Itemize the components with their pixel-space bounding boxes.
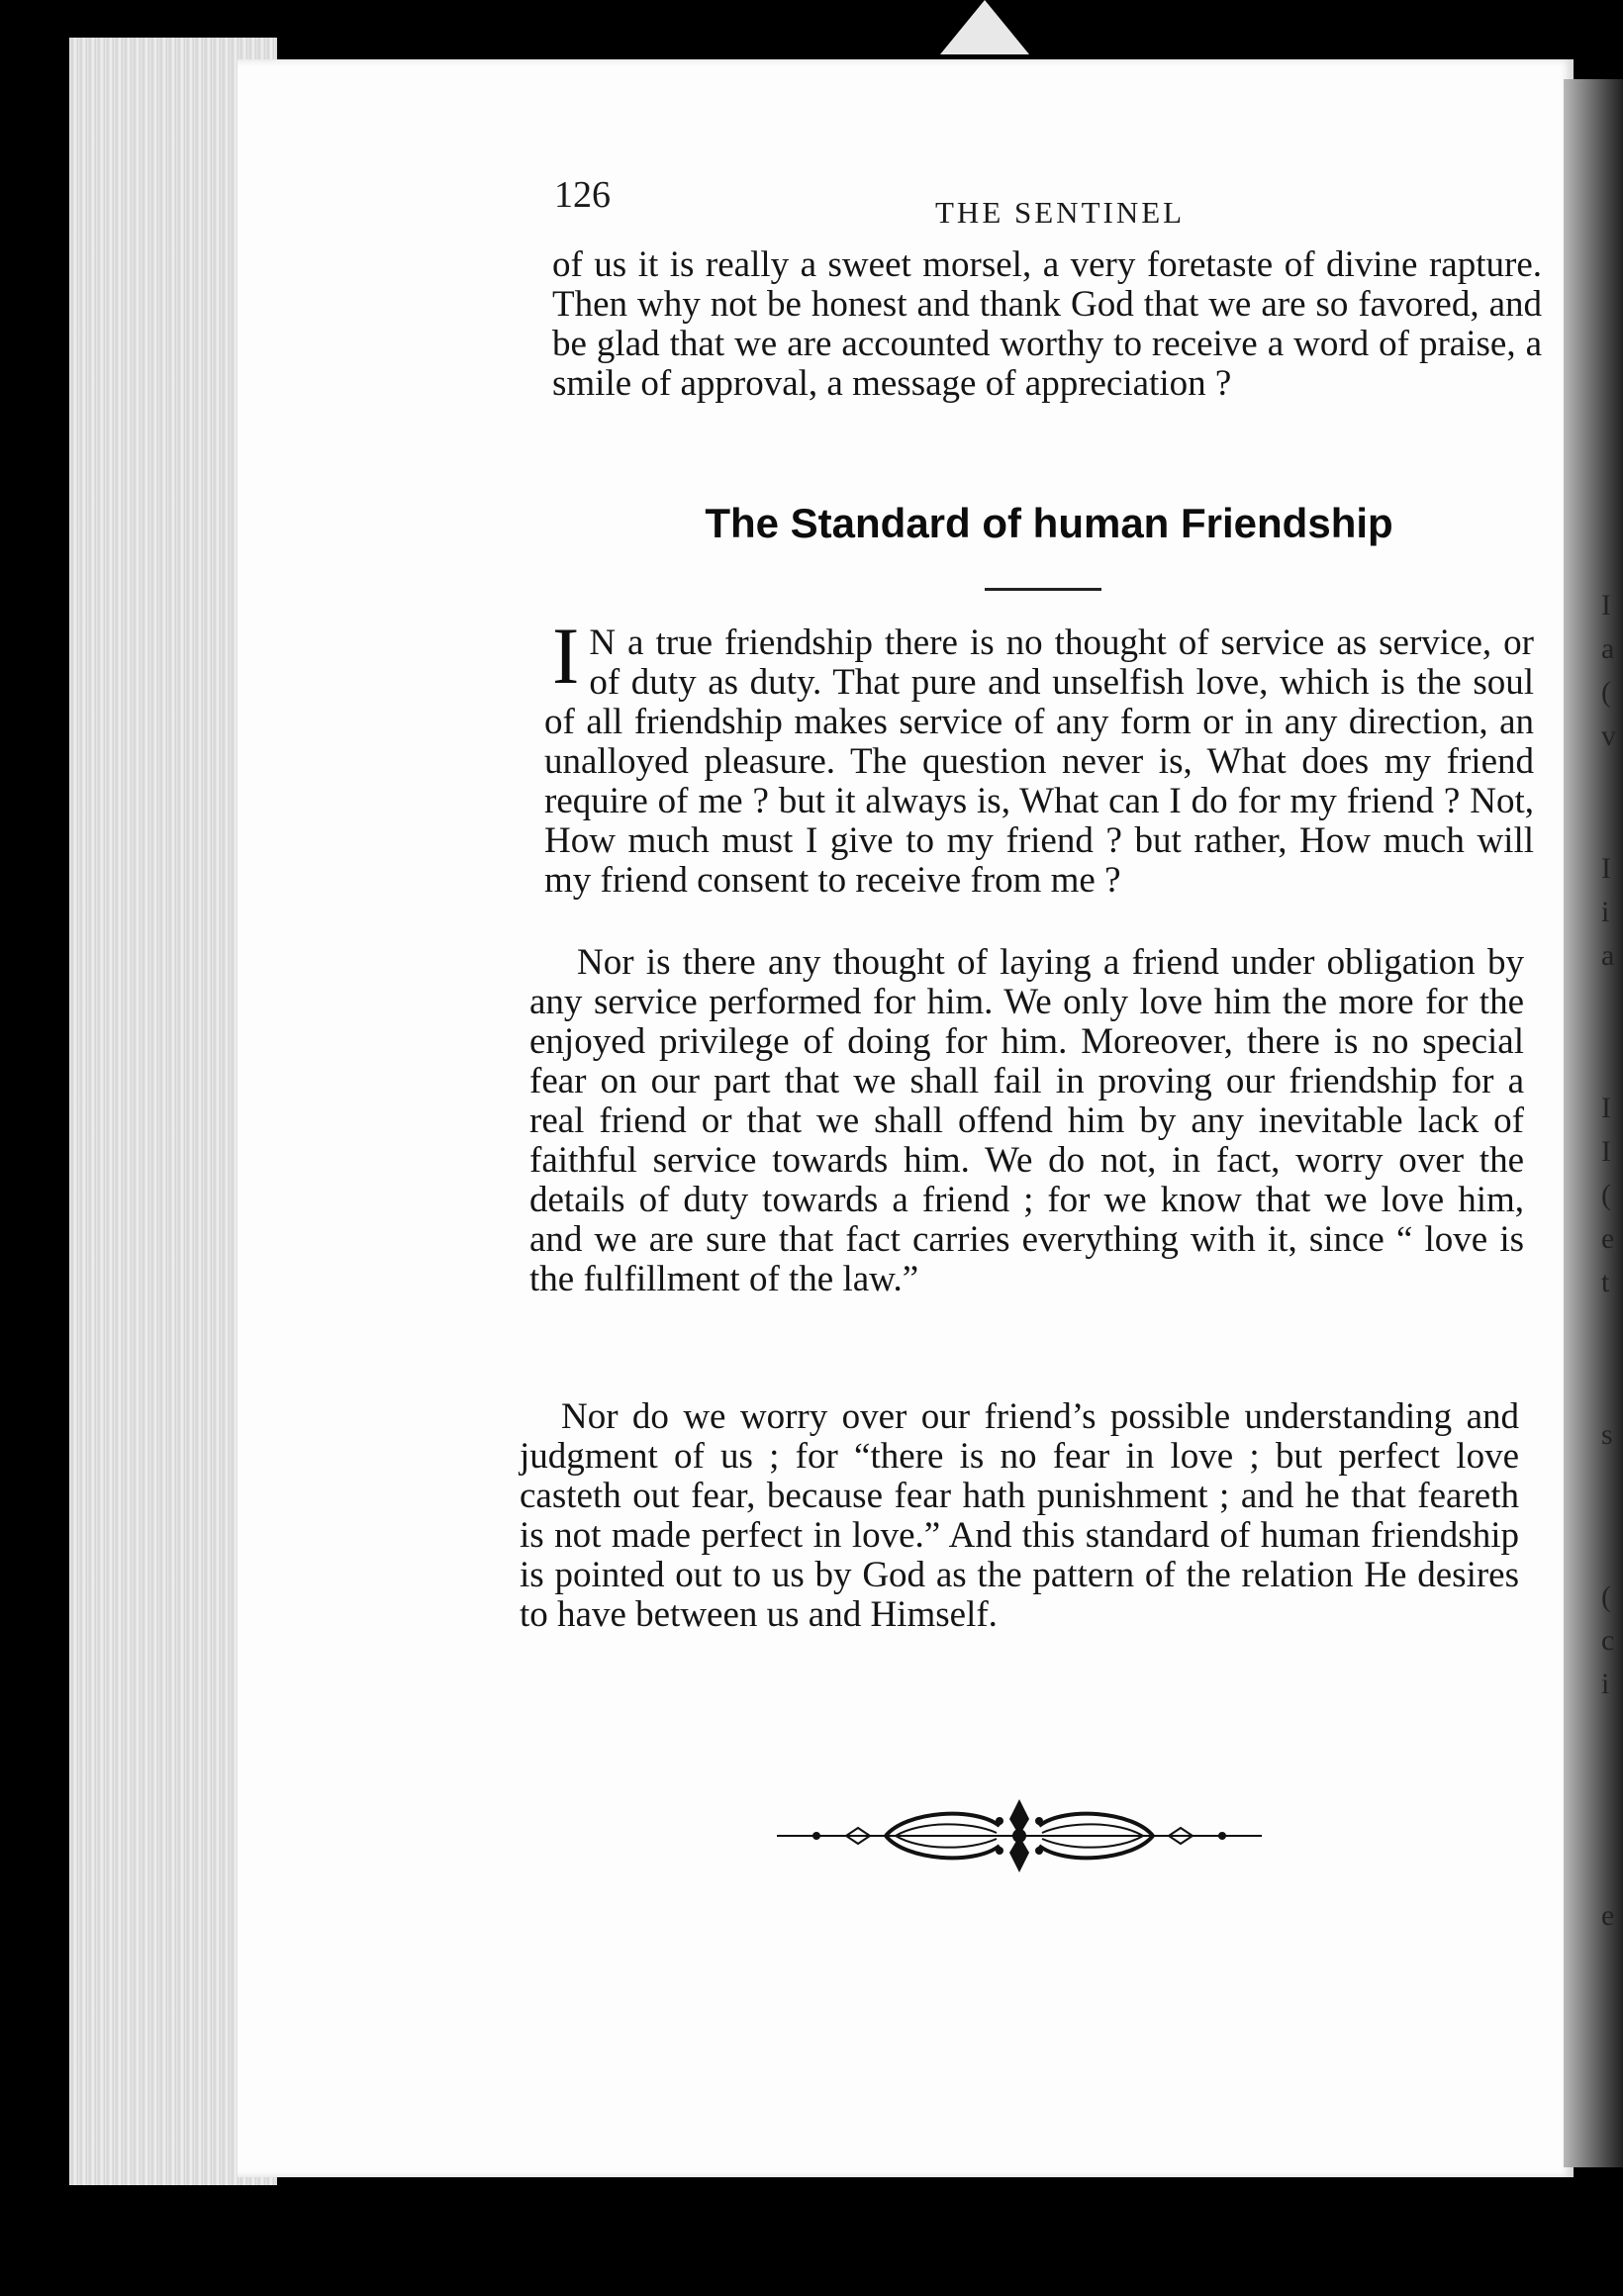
ornament-divider-icon [777,1791,1262,1880]
page-tab-marker [940,0,1029,54]
drop-cap: I [552,611,580,701]
page-number: 126 [554,174,611,216]
paragraph-opening-text: N a true friendship there is no thought of service as service, or of duty as duty. That pure and unselfish love, which is the soul of all friendship makes service of any form or in any direction, an unalloyed pleasure. The question never is, What does my friend require of me ? but it always is, What can I do for my friend ? Not, How much must I give to my friend ? but rather, How much will my friend consent to receive from me ? [544,622,1534,901]
paragraph-obligation: Nor is there any thought of laying a friend under obligation by any service performed for him. We only love him the more for the enjoyed privilege of doing for him. Moreover, there is no special fear on our part that we shall fail in proving our friendship for a real friend or that we shall offend him by any inevitable lack of faithful service towards him. We do not, in fact, worry over the details of duty towards a friend ; for we know that we love him, and we are sure that fact carries everything with it, since “ love is the fulfillment of the law.” [529,942,1524,1299]
paragraph-judgment: Nor do we worry over our friend’s possible understanding and judgment of us ; for “there is no fear in love ; but perfect love casteth out fear, because fear hath punishment ; and he that feareth is not made perfect in love.” And this standard of human friendship is pointed out to us by God as the pattern of the relation He desires to have between us and Himself. [520,1396,1519,1635]
paragraph-opening [544,611,1534,901]
journal-title: THE SENTINEL [935,195,1186,230]
paragraph-continued: of us it is really a sweet morsel, a very foretaste of divine rapture. Then why not be honest and thank God that we are so favored, and be glad that we are accounted worthy to receive a word of praise, a smile of approval, a message of appreciation ? [552,244,1542,404]
title-rule [985,588,1101,591]
article-title: The Standard of human Friendship [705,500,1393,546]
next-page-edge-text: I a ( v I i a I I ( e t s ( c i e [1601,589,1616,1932]
running-head [554,173,1554,242]
